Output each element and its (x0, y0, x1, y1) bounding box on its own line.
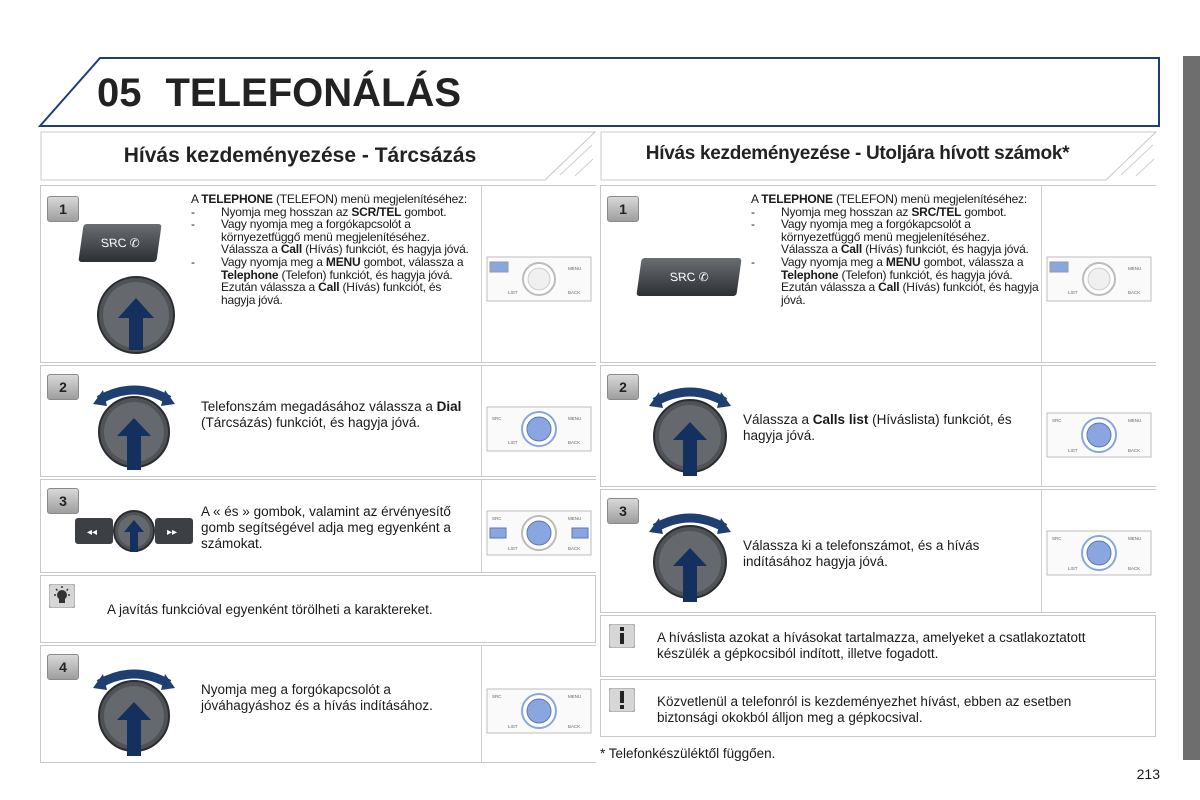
svg-text:LIST: LIST (1068, 290, 1078, 295)
svg-text:MENU: MENU (1128, 418, 1142, 423)
svg-text:BACK: BACK (1128, 448, 1141, 453)
chapter-number: 05 (97, 71, 142, 115)
warning-icon (609, 688, 635, 712)
step-badge: 1 (607, 196, 639, 222)
right-step-3-text: Válassza ki a telefonszámot, és a hívás indításához hagyja jóvá. (743, 538, 980, 569)
svg-text:LIST: LIST (1068, 566, 1078, 571)
svg-text:LIST: LIST (508, 290, 518, 295)
right-step-2 (600, 365, 1156, 487)
src-tel-button: SRC ✆ (78, 224, 161, 262)
rotary-knob-rotate (89, 374, 179, 472)
right-step-2-text: Válassza a Calls list (Híváslista) funkciót, és hagyja jóvá. (743, 412, 1012, 443)
step-badge: 2 (47, 374, 79, 400)
left-step-3-text: A « és » gombok, valamint az érvényesítő gomb segítségével adja meg egyenként a számokat. (201, 504, 451, 551)
svg-text:MENU: MENU (1128, 266, 1142, 271)
panel-thumbnail (481, 186, 596, 362)
panel-thumbnail (481, 480, 596, 572)
step-badge: 1 (47, 196, 79, 222)
svg-text:MENU: MENU (568, 416, 582, 421)
svg-text:LIST: LIST (508, 440, 518, 445)
control-panel-diagram (1046, 530, 1152, 576)
panel-thumbnail (1041, 490, 1156, 612)
rewind-symbol: « (213, 504, 221, 519)
svg-text:BACK: BACK (568, 440, 581, 445)
panel-thumbnail (481, 366, 596, 476)
left-section-title: Hívás kezdeményezése - Tárcsázás (123, 144, 477, 167)
left-step-1 (40, 185, 596, 363)
control-panel-diagram (486, 688, 592, 734)
svg-text:MENU: MENU (568, 694, 582, 699)
panel-thumbnail (1041, 186, 1156, 362)
control-panel-diagram (486, 256, 592, 302)
src-tel-button: SRC ✆ (636, 258, 741, 296)
left-step-1-text: A TELEPHONE (TELEFON) menü megjelenítéséhez: - Nyomja meg hosszan az SCR/TEL gombot. - Vagy nyomja meg a forgókapcsolót a környezetfüggő menü megjelenítéséhez. Válassza a Call (Hívás) funkciót, és hagyja jóvá. - Vagy nyomja meg a MENU gombot, válassza a Telephone (Telefon) funkciót, és hagyja jóvá. Ezután válassza a Call (Hívás) funkciót, és hagyja jóvá. (191, 192, 469, 307)
svg-text:LIST: LIST (1068, 448, 1078, 453)
chapter-title: TELEFONÁLÁS (165, 71, 462, 115)
svg-text:BACK: BACK (568, 290, 581, 295)
rotary-knob-rotate (89, 658, 179, 758)
page-number: 213 (1136, 766, 1160, 782)
svg-text:◂◂: ◂◂ (87, 527, 98, 538)
step-badge: 3 (47, 488, 79, 514)
footnote: * Telefonkészüléktől függően. (600, 746, 776, 761)
left-step-3 (40, 479, 596, 573)
info-icon (609, 624, 635, 648)
svg-text:MENU: MENU (568, 516, 582, 521)
left-step-2 (40, 365, 596, 477)
forward-symbol: » (242, 504, 250, 519)
svg-text:LIST: LIST (508, 724, 518, 729)
step-badge: 2 (607, 374, 639, 400)
svg-text:LIST: LIST (508, 546, 518, 551)
page-title (97, 70, 461, 116)
lightbulb-icon (49, 584, 75, 608)
svg-text:MENU: MENU (1128, 536, 1142, 541)
panel-thumbnail (1041, 366, 1156, 486)
panel-thumbnail (481, 646, 596, 762)
svg-text:SRC: SRC (492, 694, 502, 699)
rotary-knob-rotate (645, 376, 735, 480)
rotary-knob-rotate (645, 502, 735, 606)
right-step-3 (600, 489, 1156, 613)
svg-text:SRC: SRC (492, 516, 502, 521)
right-step-1-text: A TELEPHONE (TELEFON) menü megjelenítéséhez: - Nyomja meg hosszan az SRC/TEL gombot. - Vagy nyomja meg a forgókapcsolót a környezetfüggő menü megjelenítéséhez. Válassza a Call (Hívás) funkciót, és hagyja jóvá. - Vagy nyomja meg a MENU gombot, válassza a Telephone (Telefon) funkciót, és hagyja jóvá. Ezután válassza a Call (Hívás) funkciót, és hagyja jóvá. (751, 192, 1039, 307)
info-text: A híváslista azokat a hívásokat tartalmazza, amelyeket a csatlakoztatott készülék a gépkocsiból indított, illetve fogadott. (657, 630, 1086, 661)
tip-text: A javítás funkcióval egyenként törölheti a karaktereket. (107, 602, 433, 617)
right-section-title: Hívás kezdeményezése - Utoljára hívott számok* (645, 143, 1070, 164)
left-step-4 (40, 645, 596, 763)
step-badge: 3 (607, 498, 639, 524)
svg-text:BACK: BACK (1128, 566, 1141, 571)
control-panel-diagram (1046, 256, 1152, 302)
step-badge: 4 (47, 654, 79, 680)
svg-text:SRC: SRC (1052, 536, 1062, 541)
rotary-knob-push (91, 272, 181, 356)
svg-text:SRC: SRC (1052, 418, 1062, 423)
control-panel-diagram (1046, 412, 1152, 458)
left-step-4-text: Nyomja meg a forgókapcsolót a jóváhagyáshoz és a hívás indításához. (201, 682, 433, 713)
svg-text:SRC: SRC (492, 416, 502, 421)
side-tab (1183, 56, 1200, 760)
svg-text:MENU: MENU (568, 266, 582, 271)
right-step-1 (600, 185, 1156, 363)
control-panel-diagram (486, 406, 592, 452)
svg-text:BACK: BACK (568, 724, 581, 729)
svg-text:BACK: BACK (568, 546, 581, 551)
tip-box (40, 575, 596, 643)
arrow-buttons-knob (73, 510, 197, 554)
info-box (600, 615, 1156, 677)
svg-text:BACK: BACK (1128, 290, 1141, 295)
warning-box (600, 679, 1156, 737)
svg-text:▸▸: ▸▸ (167, 527, 178, 538)
control-panel-diagram (486, 510, 592, 556)
left-step-2-text: Telefonszám megadásához válassza a Dial (Tárcsázás) funkciót, és hagyja jóvá. (201, 399, 462, 430)
warning-text: Közvetlenül a telefonról is kezdeményezhet hívást, ebben az esetben biztonsági okokból álljon meg a gépkocsival. (657, 694, 1072, 725)
